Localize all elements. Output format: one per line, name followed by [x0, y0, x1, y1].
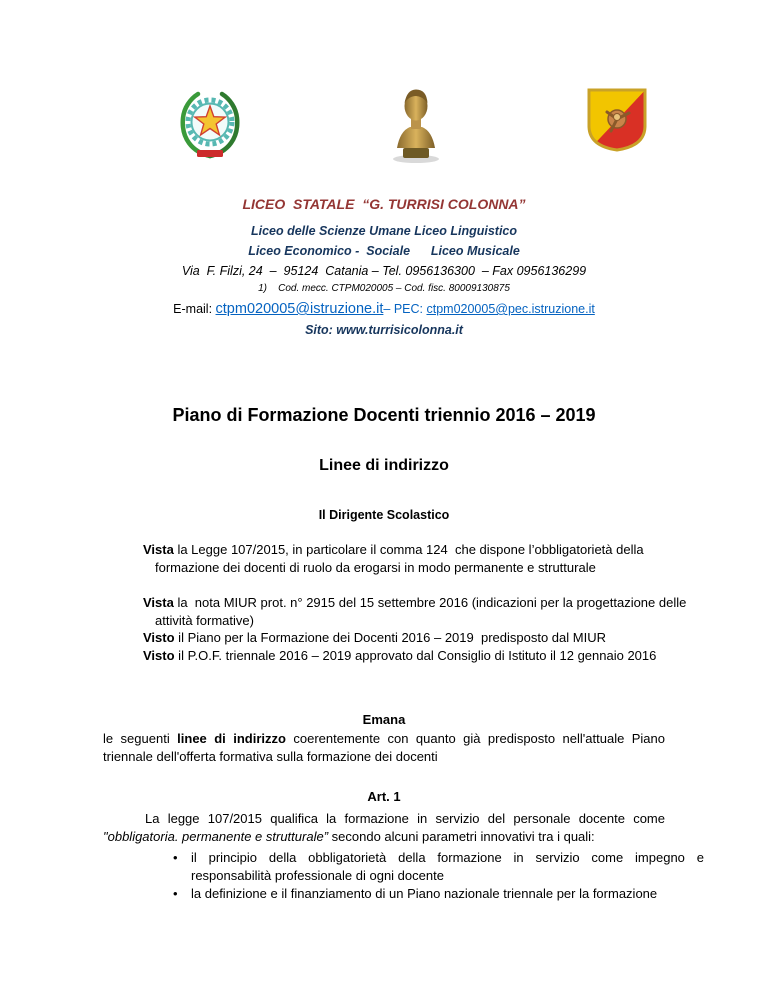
premise-keyword: Visto [143, 630, 175, 645]
premise-visto-4 [143, 647, 696, 665]
pec-label: – PEC: [383, 302, 427, 316]
list-item-text: la definizione e il finanziamento di un Piano nazionale triennale per la formazione [191, 886, 658, 901]
premise-keyword: Visto [143, 647, 175, 663]
premise-visto-3 [143, 629, 696, 647]
premise-keyword: Vista [143, 542, 174, 557]
list-item [173, 849, 704, 885]
sicily-flag-icon [585, 86, 649, 154]
emana-text-post: coerentemente con quanto già predisposto nell'attuale Piano triennale dell'offerta formativa sulla formazione dei docenti [103, 731, 665, 764]
school-name: LICEO STATALE “G. TURRISI COLONNA” [242, 196, 526, 212]
article-text-italic: "obbligatoria. permanente e strutturale” [103, 829, 329, 844]
bullet-icon: • [173, 886, 178, 901]
premise-text: la Legge 107/2015, in particolare il comma 124 che dispone l’obbligatorietà della formazione dei docenti di ruolo da erogarsi in modo permanente e strutturale [155, 542, 648, 575]
premise-text: la nota MIUR prot. n° 2915 del 15 settembre 2016 (indicazioni per la progettazione delle attività formative) [155, 595, 690, 628]
emana-text-pre: le seguenti [103, 731, 178, 746]
email-link[interactable]: ctpm020005@istruzione.it [215, 301, 384, 317]
letterhead [0, 196, 768, 338]
article-text-post: secondo alcuni parametri innovativi tra i quali: [328, 829, 595, 844]
school-branches-line-2: Liceo Economico - Sociale Liceo Musicale [248, 244, 520, 258]
school-address: Via F. Filzi, 24 – 95124 Catania – Tel. 0956136300 – Fax 0956136299 [181, 264, 587, 278]
premise-vista-1 [143, 541, 696, 576]
emana-heading: Emana [362, 712, 406, 727]
premises-block [143, 541, 696, 664]
premise-text: il Piano per la Formazione dei Docenti 2016 – 2019 predisposto dal MIUR [174, 630, 606, 645]
pec-link[interactable]: ctpm020005@pec.istruzione.it [426, 302, 595, 316]
bullet-icon: • [173, 850, 178, 865]
premise-vista-2 [143, 594, 696, 629]
logo-row [0, 86, 768, 164]
list-item-text: il principio della obbligatorietà della formazione in servizio come impegno e responsabilità professionale di ogni docente [191, 850, 704, 883]
premise-keyword: Vista [143, 595, 174, 610]
school-codes: 1) Cod. mecc. CTPM020005 – Cod. fisc. 80009130875 [258, 283, 510, 294]
italian-republic-emblem-icon [172, 86, 248, 162]
bullet-list [0, 849, 768, 903]
premise-text: il P.O.F. triennale 2016 – 2019 approvato dal Consiglio di Istituto il 12 gennaio 2016 [174, 647, 657, 663]
emana-text-bold: linee di indirizzo [177, 731, 286, 746]
document-title: Piano di Formazione Docenti triennio 2016 – 2019 [172, 405, 596, 425]
dirigente-heading: Il Dirigente Scolastico [318, 508, 450, 522]
document-subtitle: Linee di indirizzo [319, 457, 449, 474]
emana-paragraph [103, 730, 665, 766]
article-1-paragraph [103, 810, 665, 846]
website-line: Sito: www.turrisicolonna.it [305, 323, 463, 337]
article-1-heading: Art. 1 [367, 789, 401, 804]
article-text-pre: La legge 107/2015 qualifica la formazione in servizio del personale docente come [145, 811, 665, 826]
email-label: E-mail: [173, 302, 216, 316]
bust-statue-icon [388, 86, 444, 164]
email-line [0, 301, 768, 318]
list-item [173, 885, 704, 903]
school-branches-line-1: Liceo delle Scienze Umane Liceo Linguistico [250, 224, 518, 238]
